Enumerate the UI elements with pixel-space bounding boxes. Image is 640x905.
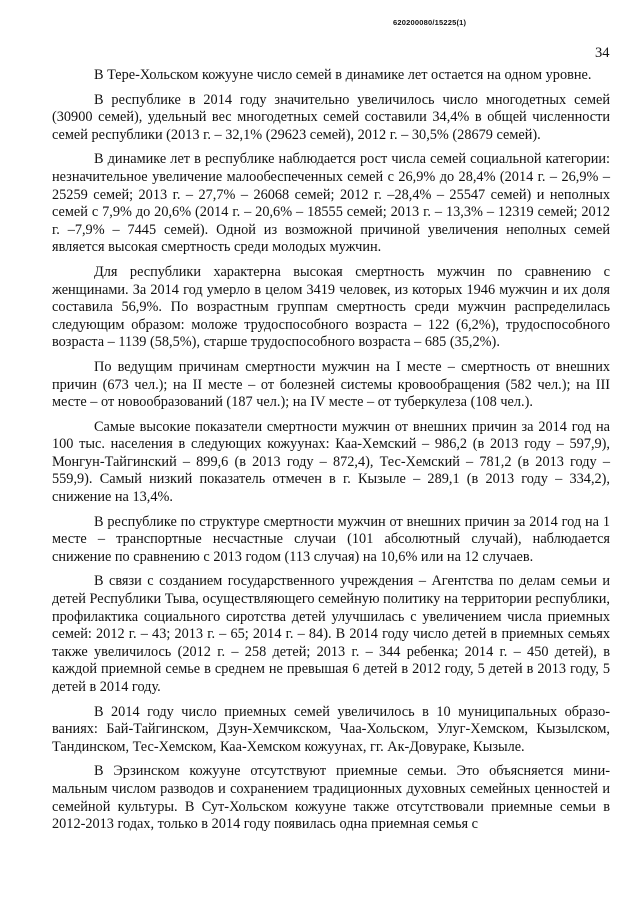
paragraph: Самые высокие показатели смертности мужчин от внешних причин за 2014 год на 100 тыс. населения в следующих кожуунах: Каа-Хемский – 986,2 (в 2013 году – 597,9), Монгун-Тайгинский – 899,6 (в 2013 году – 872,4), Тес-Хемский – 781,2 (в 2013 году – 559,9). Самый низкий показатель отмечен в г. Кызыле – 289,1 (в 2013 году – 334,2), снижение на 13,4%. [52,418,610,506]
paragraph: По ведущим причинам смертности мужчин на I месте – смертность от внешних причин (673 чел.); на II месте – от болезней системы кровообращения (582 чел.); на III месте – от новообразований (187 чел.); на IV месте – от туберкулеза (108 чел.). [52,358,610,411]
paragraph: В связи с созданием государственного учреждения – Агентства по делам семьи и детей Республики Тыва, осуществляющего семейную политику на территории республики, профилактика социального сиротства детей улучшилась с увеличением числа приемных семей: 2012 г. – 43; 2013 г. – 65; 2014 г. – 84). В 2014 году число детей в приемных семьях также увеличилось (2012 г. – 258 детей; 2013 г. – 344 ребенка; 2014 г. – 450 детей), в каждой приемной семье в среднем не превышая 6 детей в 2012 году, 5 детей в 2013 году, 5 детей в 2014 году. [52,573,610,695]
paragraph: В динамике лет в республике наблюдается рост числа семей социальной категории: незначительное увеличение малообеспеченных семей с 26,9% до 28,4% (2014 г. – 26,9% – 25259 семей; 2013 г. – 27,7% – 26068 семей; 2012 г. –28,4% – 25547 семей) и неполных семей с 7,9% до 20,6% (2014 г. – 20,6% – 18555 семей; 2013 г. – 13,3% – 12319 семей; 2012 г. –7,9% – 7445 семей). Одной из возможной причиной увеличения неполных семей является высокая смертность среди молодых мужчин. [52,151,610,256]
paragraph: В республике в 2014 году значительно увеличилось число многодетных семей (30900 семей), удельный вес многодетных семей составили 34,4% в общей численности семей республики (2013 г. – 32,1% (29623 семей), 2012 г. – 30,5% (28679 семей). [52,91,610,143]
document-id: 620200080/15225(1) [393,18,467,27]
document-body [52,67,610,841]
page-number: 34 [595,45,610,61]
paragraph: В республике по структуре смертности мужчин от внешних причин за 2014 год на 1 месте – транспортные несчастные случаи (101 абсолютный случай), наблюдается снижение по сравнению с 2013 годом (113 случая) на 10,6% или на 12 случаев. [52,513,610,565]
paragraph: В Тере-Хольском кожууне число семей в динамике лет остается на одном уровне. [94,67,592,83]
paragraph: Для республики характерна высокая смертность мужчин по сравнению с женщинами. За 2014 год умерло в целом 3419 человек, из которых 1946 мужчин и их доля составила 56,9%. По возрастным группам смертность среди мужчин распределилась следующим образом: моложе трудоспособного возраста – 122 (6,2%), трудоспособного возраста – 1139 (58,5%), старше трудоспособного возраста – 685 (35,2%). [52,263,610,351]
paragraph: В Эрзинском кожууне отсутствуют приемные семьи. Это объясняется минимальным числом разводов и сохранением традиционных духовных семейных ценностей и семейной культуры. В Сут-Хольском кожууне также отсутствовали приемные семьи в 2012-2013 годах, только в 2014 году появилась одна приемная семья с [52,763,610,833]
paragraph: В 2014 году число приемных семей увеличилось в 10 муниципальных образованиях: Бай-Тайгинском, Дзун-Хемчикском, Чаа-Хольском, Улуг-Хемском, Кызылском, Тандинском, Тес-Хемском, Каа-Хемском кожуунах, гг. Ак-Довураке, Кызыле. [52,703,610,755]
